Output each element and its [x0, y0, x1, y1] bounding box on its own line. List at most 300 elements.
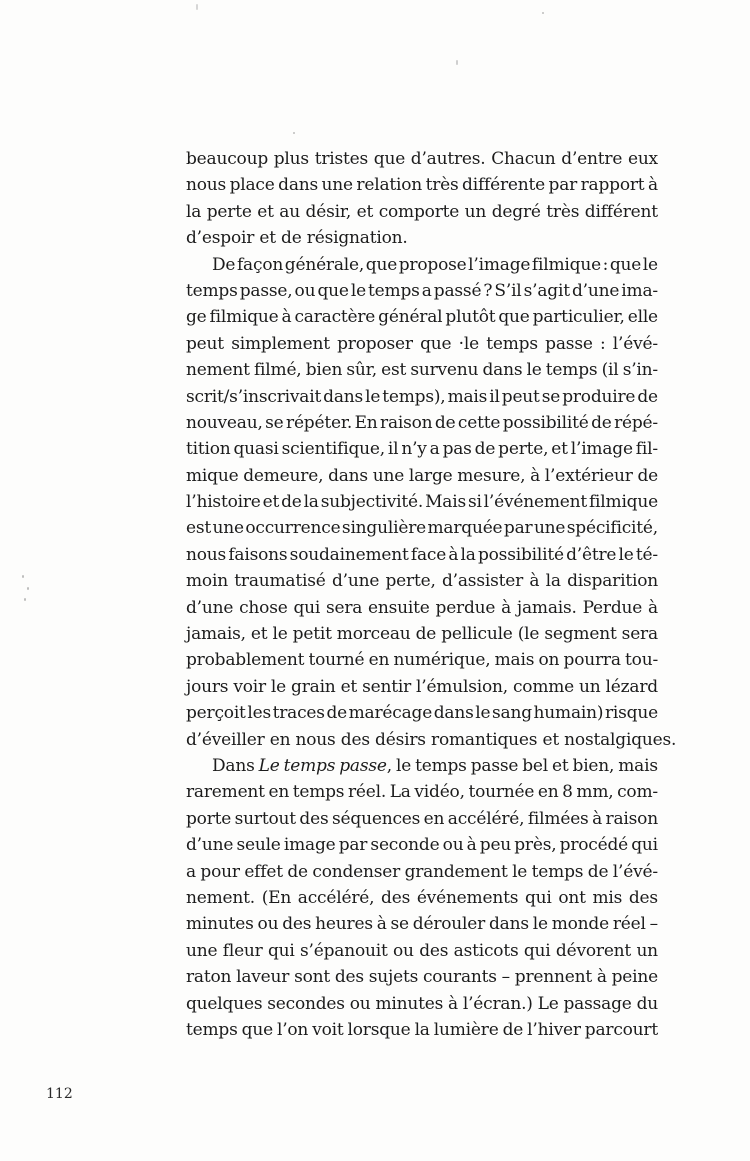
word: des [419, 940, 449, 961]
word: dans [482, 360, 523, 381]
word: dans [488, 914, 529, 935]
word: moin [186, 571, 228, 592]
word: passe, [239, 280, 293, 301]
word: pas [442, 439, 472, 460]
word: sont [294, 967, 331, 988]
word: que [498, 307, 530, 328]
word: temps [545, 360, 598, 381]
word: la [545, 571, 561, 592]
word: temps), [382, 386, 446, 407]
word: passe [470, 755, 519, 776]
word: temps [186, 1019, 238, 1040]
word: réel [612, 914, 646, 935]
word: jamais, [186, 624, 246, 645]
word: on [538, 650, 560, 671]
word: à [281, 307, 292, 328]
word: ou [294, 280, 316, 301]
word: proposer [337, 333, 413, 354]
word: une [186, 940, 218, 961]
word: filmique [588, 492, 658, 513]
paper-speck [293, 132, 295, 134]
word: ont [558, 887, 586, 908]
word: le [642, 254, 658, 275]
word: plutôt [445, 307, 496, 328]
word: rapport [580, 175, 645, 196]
word: le [526, 360, 542, 381]
word: tristes [314, 149, 369, 169]
word: la [414, 1019, 430, 1040]
word: té- [635, 544, 658, 565]
word: d’entre [561, 149, 623, 169]
paper-speck [542, 12, 544, 14]
word: qui [631, 835, 658, 856]
word: asticots [453, 940, 519, 961]
word: prennent [514, 967, 593, 988]
word: morceau [336, 624, 411, 645]
word: humain) [533, 703, 604, 724]
word: du [636, 993, 658, 1014]
word: mais [494, 650, 535, 671]
word: parcourt [584, 1019, 658, 1040]
word: seule [236, 835, 281, 856]
word: temps [415, 755, 467, 776]
word: un [636, 940, 658, 961]
word: ge [186, 307, 207, 328]
word: temps [283, 755, 336, 776]
word: passage [563, 993, 632, 1014]
word: – [501, 967, 510, 988]
word: des [628, 887, 658, 908]
word: traces [272, 703, 325, 724]
word: il [489, 386, 500, 407]
word: grain [291, 676, 336, 697]
word: large [408, 465, 453, 486]
word: une [212, 518, 244, 539]
word: filmé, [253, 360, 302, 381]
word: En [354, 412, 378, 433]
word: à [448, 544, 459, 565]
word: passé [433, 280, 482, 301]
word: segment [544, 624, 617, 645]
word: minutes [186, 914, 254, 935]
word: raison [380, 412, 433, 433]
word: à [647, 597, 658, 618]
word: de [415, 624, 437, 645]
word: événements [416, 887, 519, 908]
word: fleur [222, 940, 263, 961]
word: et [257, 201, 274, 222]
text-line [186, 384, 658, 410]
word: le [270, 676, 287, 697]
word: voit [312, 1019, 344, 1040]
word: lézard [605, 676, 658, 697]
word: et [552, 755, 569, 776]
word: différent [584, 201, 658, 222]
word: de [637, 386, 658, 407]
word: que [365, 254, 398, 275]
word: que [241, 1019, 273, 1040]
word: La [389, 782, 411, 803]
word: d’être [566, 544, 617, 565]
paper-speck [196, 4, 198, 10]
text-line [186, 331, 658, 357]
word: ou [442, 835, 464, 856]
word: par [548, 175, 578, 196]
word: nous [186, 175, 227, 196]
word: près, [514, 835, 557, 856]
word: laveur [236, 967, 290, 988]
paper-speck [27, 587, 29, 590]
word: et [551, 439, 568, 460]
word: l’image [570, 439, 633, 460]
word: que [420, 333, 452, 354]
word: perçoit [186, 703, 246, 724]
word: singulière [341, 518, 426, 539]
word: Chacun [491, 149, 556, 169]
text-line: d’espoir et de résignation. [186, 228, 408, 249]
word: vidéo, [414, 782, 465, 803]
word: des [381, 887, 411, 908]
word: temps [486, 333, 538, 354]
word: caractère [294, 307, 376, 328]
word: simplement [231, 333, 330, 354]
word: séquences [332, 808, 421, 829]
word: en [537, 782, 559, 803]
word: le [512, 861, 528, 882]
word: désir, [305, 201, 352, 222]
word: possibilité [502, 412, 589, 433]
text-line [186, 595, 658, 621]
word: les [247, 703, 271, 724]
word: a [186, 861, 196, 882]
word: d’assister [441, 571, 524, 592]
word: et [250, 624, 268, 645]
word: filmique [209, 307, 279, 328]
word: beaucoup [186, 149, 269, 169]
word: dans [278, 175, 319, 196]
word: qui [523, 940, 551, 961]
text-line [186, 911, 658, 937]
word: par [338, 835, 368, 856]
word: occurrence [245, 518, 341, 539]
word: Le [258, 755, 280, 776]
word: (le [517, 624, 540, 645]
word: des [299, 808, 329, 829]
word: est [381, 360, 407, 381]
word: l’on [276, 1019, 309, 1040]
word: mis [592, 887, 623, 908]
word: le [395, 755, 412, 776]
word: se [265, 412, 284, 433]
text-line [186, 568, 658, 594]
word: lumière [433, 1019, 499, 1040]
word: ·le [458, 333, 479, 354]
text-line [186, 885, 658, 911]
word: elle [627, 307, 658, 328]
word: accéléré, [447, 808, 525, 829]
word: des [334, 967, 364, 988]
word: en [268, 782, 290, 803]
word: comme [512, 676, 575, 697]
word: l’évé- [612, 861, 658, 882]
word: effet [244, 861, 283, 882]
word: condenser [312, 861, 401, 882]
word: quasi [233, 439, 279, 460]
word: tournée [468, 782, 535, 803]
word: de [434, 412, 456, 433]
text-line [186, 700, 658, 726]
word: filmées [527, 808, 589, 829]
word: filmique [531, 254, 601, 275]
word: dérouler [412, 914, 486, 935]
word: sujets [368, 967, 419, 988]
text-line [186, 621, 658, 647]
word: peut [501, 386, 540, 407]
word: temps [186, 280, 238, 301]
word: a [421, 280, 432, 301]
word: Dans [212, 755, 255, 776]
text-line [186, 753, 658, 779]
text-line [186, 938, 658, 964]
word: mm, [576, 782, 614, 803]
word: image [283, 835, 336, 856]
text-line [186, 252, 658, 278]
word: degré [491, 201, 541, 222]
word: réel. [347, 782, 387, 803]
word: à [530, 465, 541, 486]
word: perte [206, 201, 252, 222]
word: perdue [435, 597, 496, 618]
word: l’émulsion, [416, 676, 508, 697]
word: 8 [562, 782, 573, 803]
word: chose [239, 597, 288, 618]
text-line [186, 991, 658, 1017]
word: de [637, 465, 658, 486]
word: raison [605, 808, 658, 829]
word: sera [325, 597, 363, 618]
word: à [592, 808, 603, 829]
word: des [282, 914, 312, 935]
word: de [287, 861, 308, 882]
word: passe, [339, 755, 392, 776]
word: d’une [331, 571, 380, 592]
word: la [460, 544, 476, 565]
word: l’extérieur [544, 465, 633, 486]
word: fil- [635, 439, 658, 460]
word: dévorent [555, 940, 632, 961]
word: s’épanouit [300, 940, 388, 961]
word: place [229, 175, 275, 196]
word: une [372, 465, 405, 486]
word: spécificité, [566, 518, 658, 539]
word: minutes [375, 993, 444, 1014]
word: n’y [401, 439, 427, 460]
word: particulier, [532, 307, 625, 328]
word: de [502, 1019, 524, 1040]
word: est [186, 518, 212, 539]
word: la [303, 492, 319, 513]
word: comporte [378, 201, 460, 222]
word: sera [621, 624, 658, 645]
word: perte, [385, 571, 436, 592]
word: tition [186, 439, 231, 460]
word: marquée [427, 518, 503, 539]
word: répéter. [286, 412, 353, 433]
word: de [281, 492, 302, 513]
text-line [186, 542, 658, 568]
word: de [474, 439, 496, 460]
paper-speck [24, 598, 26, 601]
word: (il [601, 360, 619, 381]
text-line [186, 1017, 658, 1043]
text-line [186, 278, 658, 304]
word: a [429, 439, 440, 460]
text-line [186, 199, 658, 225]
text-line: d’éveiller en nous des désirs romantiques et nostalgiques. [186, 729, 677, 750]
word: porte [186, 808, 232, 829]
word: seconde [370, 835, 440, 856]
word: se [390, 914, 409, 935]
word: nement. [186, 887, 255, 908]
word: produire [562, 386, 636, 407]
word: pourra [563, 650, 621, 671]
word: s’agit [523, 280, 570, 301]
word: général [378, 307, 443, 328]
word: ou [349, 993, 371, 1014]
word: quelques [186, 993, 263, 1014]
word: pellicule [441, 624, 513, 645]
word: l’écran.) [462, 993, 533, 1014]
word: un [464, 201, 487, 222]
word: lorsque [347, 1019, 411, 1040]
text-line [186, 489, 658, 515]
text-line [186, 357, 658, 383]
word: qui [267, 940, 295, 961]
word: le [618, 544, 634, 565]
word: l’image [468, 254, 531, 275]
word: soudainement [289, 544, 409, 565]
word: mais [447, 386, 488, 407]
word: qui [524, 887, 552, 908]
word: et [262, 492, 280, 513]
word: à [448, 993, 458, 1014]
word: si [467, 492, 482, 513]
word: peut [186, 333, 224, 354]
word: d’une [571, 280, 620, 301]
word: très [425, 175, 459, 196]
word: ? [483, 280, 493, 301]
word: probablement [186, 650, 305, 671]
word: qui [293, 597, 321, 618]
word: en [368, 650, 390, 671]
word: scientifique, [281, 439, 385, 460]
text-line [186, 832, 658, 858]
word: temps [292, 782, 345, 803]
word: le [475, 703, 491, 724]
word: répé- [614, 412, 658, 433]
word: eux [627, 149, 658, 169]
text-line [186, 304, 658, 330]
word: Le [537, 993, 559, 1014]
text-line [186, 859, 658, 885]
word: perte, [498, 439, 549, 460]
text-line [186, 146, 658, 172]
word: un [579, 676, 601, 697]
word: peine [611, 967, 658, 988]
word: voir [233, 676, 266, 697]
word: se [541, 386, 561, 407]
word: demeure, [243, 465, 324, 486]
word: plus [273, 149, 309, 169]
word: relation [356, 175, 423, 196]
word: ensuite [368, 597, 430, 618]
word: bien [305, 360, 343, 381]
word: une [533, 518, 566, 539]
word: disparition [567, 571, 658, 592]
word: scrit/s’inscrivait [186, 386, 322, 407]
word: sentir [362, 676, 411, 697]
text-line [186, 674, 658, 700]
word: De [212, 254, 236, 275]
word: raton [186, 967, 232, 988]
word: jours [186, 676, 229, 697]
word: en [423, 808, 445, 829]
word: petit [292, 624, 332, 645]
word: il [387, 439, 399, 460]
word: Perdue [582, 597, 643, 618]
word: temps [531, 861, 584, 882]
word: – [649, 914, 658, 935]
word: l’événement [483, 492, 587, 513]
word: sang [492, 703, 532, 724]
word: nement [186, 360, 250, 381]
word: de [591, 412, 612, 433]
word: pour [200, 861, 240, 882]
text-line [186, 410, 658, 436]
word: subjectivité. [320, 492, 424, 513]
word: com- [617, 782, 658, 803]
paper-speck [456, 60, 458, 65]
word: peu [479, 835, 512, 856]
word: l’hiver [527, 1019, 581, 1040]
word: à [529, 571, 540, 592]
word: différente [462, 175, 546, 196]
word: tou- [625, 650, 658, 671]
word: et [356, 201, 374, 222]
word: le [532, 914, 548, 935]
word: au [279, 201, 300, 222]
word: mesure, [457, 465, 526, 486]
word: sûr, [346, 360, 377, 381]
word: l’évé- [612, 333, 658, 354]
word: nouveau, [186, 412, 263, 433]
word: générale, [284, 254, 365, 275]
word: le [350, 280, 366, 301]
word: survenu [410, 360, 479, 381]
word: que [317, 280, 349, 301]
word: ou [393, 940, 414, 961]
word: dans [328, 465, 368, 486]
word: heures [315, 914, 373, 935]
word: le [272, 624, 288, 645]
text-line [186, 647, 658, 673]
word: surtout [234, 808, 296, 829]
word: procédé [559, 835, 629, 856]
word: s’in- [622, 360, 658, 381]
word: : [599, 333, 606, 354]
word: d’une [186, 835, 234, 856]
word: la [186, 201, 202, 222]
